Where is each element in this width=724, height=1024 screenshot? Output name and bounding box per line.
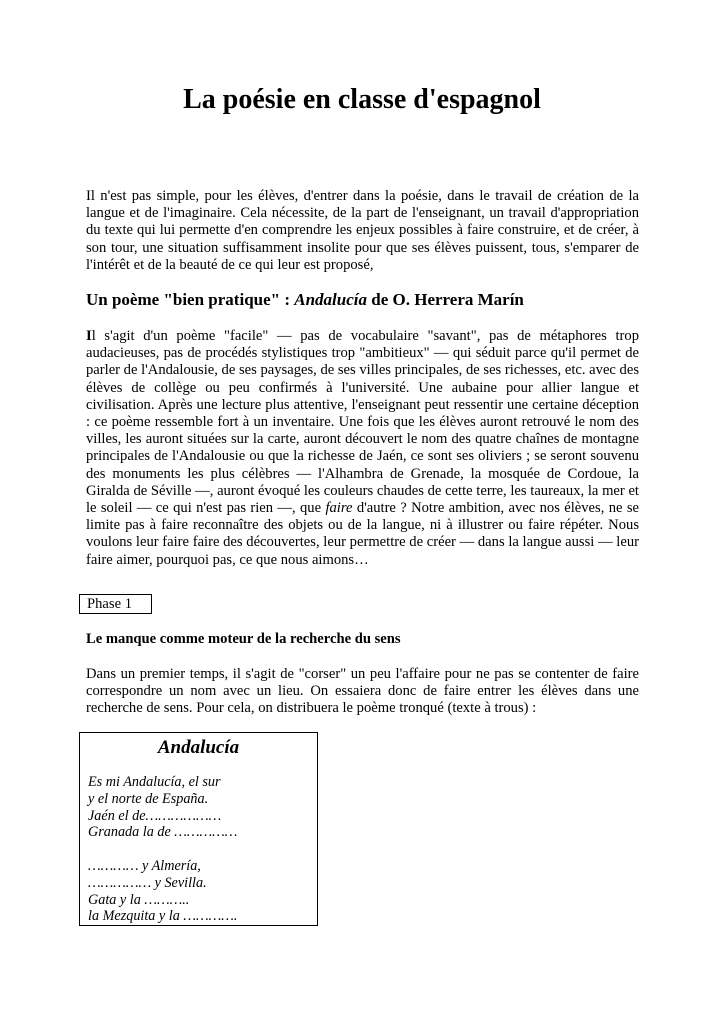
section-heading-work: Andalucía	[294, 290, 367, 309]
drop-cap: I	[86, 328, 92, 344]
section-heading-suffix: de O. Herrera Marín	[367, 290, 524, 309]
section-body-part1: l s'agit d'un poème "facile" — pas de vocabulaire "savant", pas de métaphores trop audacieuses, pas de procédés stylistiques trop "ambitieux" — qui séduit parce qu'il permet de parler de l'Andalousie, de ses paysages, de ses villes principales, de ses richesses, etc. avec des élèves de collège ou peu confirmés à l'université. Une aubaine pour allier langue et civilisation. Après une lecture plus attentive, l'enseignant peut ressentir une certaine déception : ce poème ressemble fort à un inventaire. Une fois que les élèves auront retrouvé le nom des villes, les auront situées sur la carte, auront découvert le nom des quatre chaînes de montagne principales de l'Andalousie ou que la richesse de Jaén, ce sont ses oliviers ; se seront souvenu des monuments les plus célèbres — l'Alhambra de Grenade, la mosquée de Cordoue, la Giralda de Séville —, auront évoqué les couleurs chaudes de cette terre, les taureaux, la mer et le soleil — ce qui n'est pas rien —, que	[86, 328, 639, 517]
section-heading-prefix: Un poème "bien pratique" :	[86, 290, 295, 309]
poem-line: la Mezquita y la ………….	[88, 908, 238, 925]
section-heading	[86, 290, 639, 310]
phase-paragraph: Dans un premier temps, il s'agit de "corser" un peu l'affaire pour ne pas se contenter de faire correspondre un nom avec un lieu. On essaiera donc de faire entrer les élèves dans une recherche de sens. Pour cela, on distribuera le poème tronqué (texte à trous) :	[86, 666, 639, 717]
poem-title: Andalucía	[157, 737, 240, 758]
phase-label-box: Phase 1	[79, 594, 152, 614]
page-title: La poésie en classe d'espagnol	[183, 84, 541, 115]
section-body-part2: d'autre ? Notre ambition, avec nos élèves, ne se limite pas à faire reconnaître des objets ou de la langue, ni à illustrer ou faire répéter. Nous voulons leur faire faire des découvertes, leur permettre de créer — dans la langue aussi — leur faire aimer, pourquoi pas, ce que nous aimons…	[86, 500, 639, 568]
poem-line: Jaén el de………………	[88, 807, 222, 824]
section-body-emphasis: faire	[325, 500, 353, 517]
poem-line: Es mi Andalucía, el sur	[88, 774, 221, 790]
intro-paragraph: Il n'est pas simple, pour les élèves, d'entrer dans la poésie, dans le travail de création de la langue et de l'imaginaire. Cela nécessite, de la part de l'enseignant, un travail d'appropriation du texte qui lui permette d'en comprendre les enjeux possibles à faire construire, et de créer, à son tour, une situation suffisamment insolite pour que ses élèves puissent, tous, s'emparer de l'intérêt et de la beauté de ce qui leur est proposé,	[86, 188, 639, 273]
poem-line: Granada la de ……………	[88, 824, 238, 841]
poem-line: …………… y Sevilla.	[88, 874, 207, 891]
poem-box	[79, 732, 318, 926]
poem-line: Gata y la ………..	[88, 891, 190, 908]
poem-lines	[88, 774, 237, 925]
phase-subheading: Le manque comme moteur de la recherche du sens	[86, 631, 401, 647]
poem-line: y el norte de España.	[88, 790, 209, 807]
poem-line: ………… y Almería,	[88, 857, 201, 874]
section-body-paragraph	[86, 328, 639, 569]
poem-stanza-break	[88, 841, 237, 858]
